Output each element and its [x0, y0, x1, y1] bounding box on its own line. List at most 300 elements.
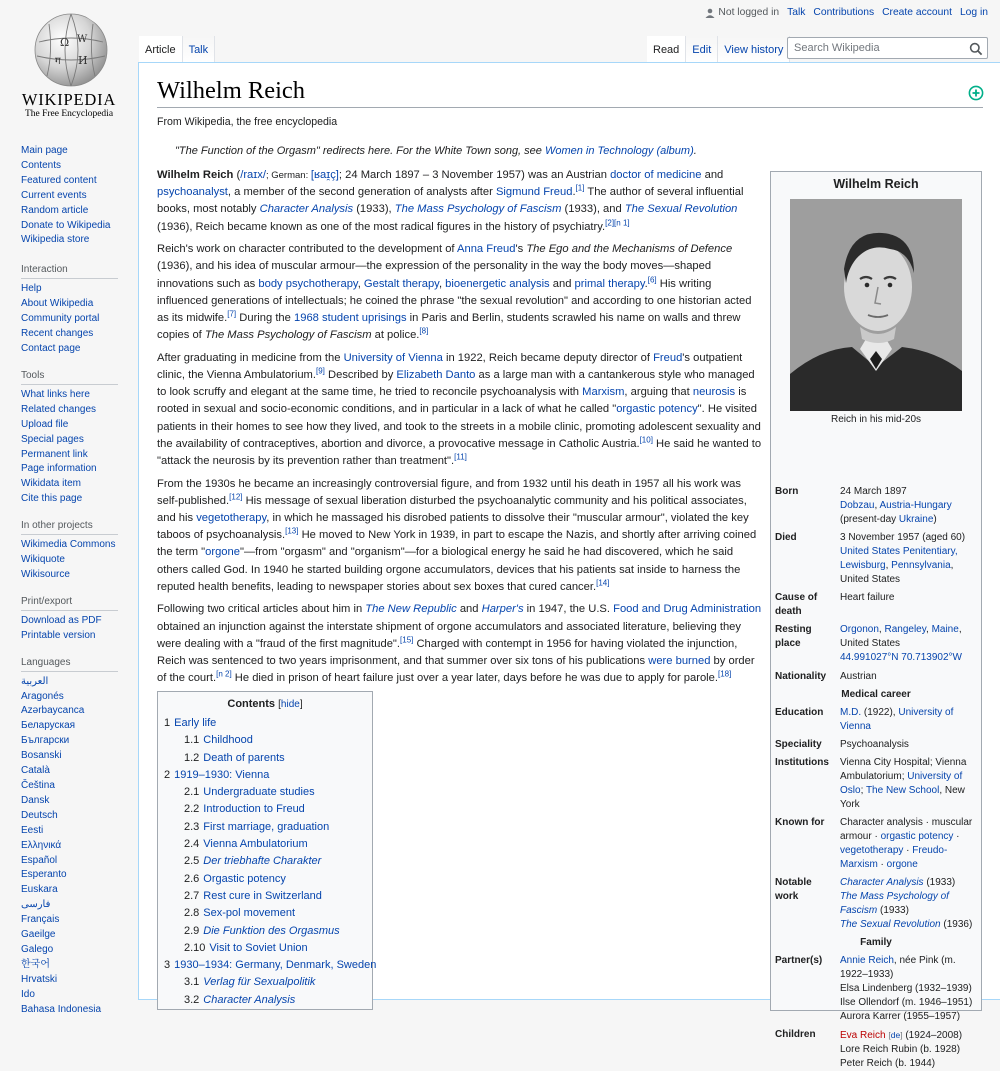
toc-number: 2.9: [184, 924, 200, 937]
language-link[interactable]: Azərbaycanca: [21, 705, 85, 717]
toc-number: 1: [164, 717, 171, 729]
toc-number: 2.8: [184, 907, 200, 920]
toc-list: [164, 715, 377, 1009]
sidebar-item-donate[interactable]: Donate to Wikipedia: [21, 219, 111, 231]
toc-item[interactable]: [164, 784, 366, 801]
tab-view-history[interactable]: View history: [718, 36, 790, 62]
reference-2[interactable]: [2]: [605, 217, 615, 227]
character-analysis-link[interactable]: Character Analysis: [259, 203, 354, 216]
maine-link[interactable]: Maine: [931, 624, 959, 635]
toc-item[interactable]: [164, 940, 366, 957]
text-run: (1936), and his idea of muscular armour—the expression of the personality in the way the body moves—shaped innovations such as: [157, 260, 712, 290]
user-icon: [705, 8, 715, 18]
reference-18[interactable]: [18]: [717, 669, 732, 679]
ukraine-link[interactable]: Ukraine: [898, 514, 934, 525]
toc-number: 2.7: [184, 889, 200, 902]
died-label: Died: [775, 532, 797, 543]
language-link[interactable]: Français: [21, 914, 60, 926]
notable-work-label: Notable work: [775, 877, 812, 902]
toc-item[interactable]: [164, 974, 366, 991]
sidebar-item-featured-content[interactable]: Featured content: [21, 174, 97, 186]
toc-link[interactable]: Early life: [174, 717, 217, 729]
reference-7[interactable]: [7]: [227, 309, 237, 319]
penitentiary-link[interactable]: United States Penitentiary,: [840, 546, 958, 557]
language-link[interactable]: Aragonés: [21, 690, 64, 702]
sidebar-item-download-pdf[interactable]: Download as PDF: [21, 614, 102, 626]
university-of-vienna-link[interactable]: University of Vienna: [343, 351, 443, 364]
eva-reich-redlink[interactable]: Eva Reich: [840, 1030, 886, 1041]
languages-heading[interactable]: Languages: [21, 657, 118, 672]
toc-link[interactable]: Visit to Soviet Union: [209, 941, 308, 954]
toc-item[interactable]: [164, 871, 366, 888]
toc-link[interactable]: Death of parents: [203, 751, 285, 764]
reference-12[interactable]: [12]: [229, 492, 243, 502]
svg-text:W: W: [77, 34, 88, 45]
mass-psychology-link[interactable]: The Mass Psychology of Fascism: [394, 203, 562, 216]
text-run: "—from "orgasm" and "organism"—for a biological energy he said he had discovered, which he said others called God. In 1940 he started building orgone accumulators, devices that his patients sat inside to harness the reputed health benefits, leading to newspaper stories about sex boxes that cured cancer.: [157, 546, 741, 593]
nationality-value: Austrian: [840, 671, 877, 682]
text-run: ; 24 March 1897 – 3 November 1957) was an Austrian: [338, 169, 611, 181]
note-2[interactable]: [n 2]: [216, 669, 232, 679]
toc-link[interactable]: Introduction to Freud: [203, 803, 305, 816]
reference-6[interactable]: [6]: [647, 274, 657, 284]
primal-therapy-link[interactable]: primal therapy: [574, 277, 645, 290]
toc-link[interactable]: Undergraduate studies: [203, 786, 315, 799]
text-run: Charged with contempt in 1956 for having violated the injunction, Reich was sentenced to two years imprisonment, and that summer over six tons of his publications: [157, 637, 738, 668]
children-label: Children: [775, 1029, 816, 1040]
print-heading[interactable]: Print/export: [21, 596, 118, 611]
text-run: Reich's work on character contributed to the development of: [157, 243, 458, 256]
sigmund-freud-link[interactable]: Sigmund Freud: [495, 186, 573, 199]
title-divider: [157, 107, 983, 108]
language-link[interactable]: Deutsch: [21, 809, 58, 821]
toc-link[interactable]: Vienna Ambulatorium: [203, 838, 308, 851]
toc-hide-toggle[interactable]: hide: [280, 699, 300, 710]
rangeley-link[interactable]: Rangeley: [884, 624, 926, 635]
orgonon-link[interactable]: Orgonon: [840, 624, 879, 635]
toc-item[interactable]: [164, 992, 366, 1009]
reference-10[interactable]: [10]: [639, 435, 653, 445]
toc-number: 3: [164, 959, 171, 972]
sidebar-item-cite-page[interactable]: Cite this page: [21, 493, 83, 505]
text-run: and: [549, 277, 575, 290]
toc-item[interactable]: [164, 819, 366, 836]
partner-detail: Aurora Karrer (1955–1957): [840, 1011, 961, 1022]
text-run: , arguing that: [624, 386, 693, 399]
search-icon[interactable]: [969, 42, 983, 56]
text-run: His message of sexual liberation disturbed the psychoanalytic community and his political associates, and his: [157, 494, 747, 525]
sidebar-item-main-page[interactable]: Main page: [21, 145, 68, 156]
svg-text:И: И: [78, 54, 88, 67]
neurosis-link[interactable]: neurosis: [692, 386, 736, 399]
language-link[interactable]: Dansk: [21, 794, 50, 806]
infobox: [770, 171, 982, 1069]
view-tabs: [647, 36, 790, 62]
language-link[interactable]: Čeština: [21, 780, 55, 791]
orgastic-potency-infobox-link[interactable]: orgastic potency: [880, 831, 954, 842]
reference-9[interactable]: [9]: [316, 366, 325, 376]
known-for-sep: ·: [877, 859, 887, 870]
work-year: (1933): [923, 877, 956, 888]
text-run: in 1922, Reich became deputy director of: [442, 351, 654, 364]
notable-work-value: [840, 876, 980, 932]
toc-link[interactable]: 1930–1934: Germany, Denmark, Sweden: [174, 959, 377, 972]
not-logged-in: [705, 7, 779, 18]
partners-label: Partner(s): [775, 955, 823, 966]
sidebar-item-random-article[interactable]: Random article: [21, 204, 89, 216]
body-psychotherapy-link[interactable]: body psychotherapy: [258, 277, 358, 290]
sexual-revolution-link[interactable]: The Sexual Revolution: [624, 203, 738, 216]
child-name: Lore Reich Rubin (b. 1928): [840, 1044, 961, 1055]
vegetotherapy-link[interactable]: vegetotherapy: [196, 512, 267, 525]
toc-link[interactable]: Character Analysis: [203, 993, 296, 1006]
language-link[interactable]: Ελληνικά: [21, 839, 62, 851]
toc-item[interactable]: [164, 801, 366, 818]
speciality-value: Psychoanalysis: [840, 739, 909, 750]
language-link[interactable]: العربية: [21, 675, 49, 687]
toc-link[interactable]: Childhood: [203, 734, 253, 747]
tab-talk[interactable]: Talk: [183, 36, 216, 62]
marxism-link[interactable]: Marxism: [582, 386, 625, 399]
text-run: He died in prison of heart failure just over a year later, days before he was due to apply for parole.: [231, 672, 718, 685]
education-label: Education: [775, 707, 824, 718]
tab-read[interactable]: Read: [647, 36, 686, 62]
toc-link[interactable]: Orgastic potency: [203, 872, 286, 885]
toc-item[interactable]: [164, 750, 366, 767]
print-portal: [0, 596, 138, 644]
text-run: He said he wanted to "attack the neurosis by its prevention rather than treatment".: [157, 437, 762, 468]
text-run: He moved to New York in 1939, in part to escape the Nazis, and shortly after arriving coined the term ": [157, 529, 757, 559]
toc-item[interactable]: [164, 767, 366, 784]
partner-detail: Elsa Lindenberg (1932–1939): [840, 983, 972, 994]
present-day-prefix: (present-day: [840, 514, 899, 525]
work-sexual-revolution-link[interactable]: The Sexual Revolution: [840, 919, 941, 930]
toc-number: 2.5: [184, 855, 200, 868]
freudo-marxism-link[interactable]: Freudo-Marxism: [840, 845, 948, 870]
orgastic-potency-link[interactable]: orgastic potency: [616, 403, 698, 416]
language-link[interactable]: Ido: [21, 988, 35, 1000]
text-run: (1933), and: [561, 203, 625, 216]
sidebar: [0, 140, 138, 1018]
language-link[interactable]: Esperanto: [21, 869, 67, 881]
language-link[interactable]: Bosanski: [21, 750, 62, 762]
born-value: 24 March 1897 Dobzau, Austria-Hungary (present-day Ukraine): [840, 486, 952, 525]
sidebar-item-wikidata-item[interactable]: Wikidata item: [21, 478, 82, 490]
were-burned-link[interactable]: were burned: [648, 655, 711, 668]
sidebar-item-contents[interactable]: Contents: [21, 159, 62, 171]
cause-label: Cause of death: [775, 592, 818, 617]
student-uprisings-link[interactable]: 1968 student uprisings: [294, 312, 407, 325]
text-run: Following two critical articles about him in: [157, 603, 366, 616]
toc-number: 2.1: [184, 786, 200, 799]
sidebar-item-about[interactable]: About Wikipedia: [21, 298, 94, 310]
toc-item[interactable]: [164, 732, 366, 749]
language-link[interactable]: Español: [21, 854, 58, 866]
orgone-infobox-link[interactable]: orgone: [886, 859, 918, 870]
sidebar-item-special-pages[interactable]: Special pages: [21, 433, 84, 445]
text-run: 's: [515, 243, 527, 256]
sidebar-item-related-changes[interactable]: Related changes: [21, 403, 97, 415]
toc-item[interactable]: [164, 888, 366, 905]
md-link[interactable]: M.D.: [840, 707, 862, 718]
university-vienna-link[interactable]: University of Vienna: [840, 707, 954, 732]
born-label: Born: [775, 486, 799, 497]
add-plus-circle-icon[interactable]: [968, 85, 984, 101]
university-oslo-link[interactable]: University of Oslo: [840, 771, 963, 796]
new-school-link[interactable]: The New School: [865, 785, 940, 796]
sidebar-item-current-events[interactable]: Current events: [21, 189, 87, 201]
harpers-link[interactable]: Harper's: [481, 603, 524, 616]
contributions-link[interactable]: Contributions: [813, 7, 875, 18]
sidebar-item-permanent-link[interactable]: Permanent link: [21, 448, 88, 460]
puzzle-globe-icon: [33, 12, 109, 88]
vegetotherapy-infobox-link[interactable]: vegetotherapy: [840, 845, 904, 856]
german-interlanguage-link[interactable]: de: [890, 1030, 901, 1040]
language-link[interactable]: 한국어: [21, 958, 50, 970]
orgone-link[interactable]: orgone: [205, 546, 240, 559]
text-run: ,: [438, 277, 446, 290]
page-title: Wilhelm Reich: [157, 77, 306, 104]
reference-15[interactable]: [15]: [400, 635, 414, 645]
toc-link[interactable]: Rest cure in Switzerland: [203, 889, 322, 902]
known-for-text: Character analysis · muscular armour ·: [840, 817, 973, 842]
work-mass-psychology-link[interactable]: The Mass Psychology of Fascism: [840, 891, 949, 916]
child-years: (1924–2008): [902, 1030, 963, 1041]
language-link[interactable]: Galego: [21, 943, 54, 955]
text-run: (1936), Reich became known as one of the most radical figures in the history of psychiatry.: [157, 220, 606, 233]
toc-item[interactable]: [164, 853, 366, 870]
svg-text:Ω: Ω: [60, 36, 70, 49]
text-run: .: [644, 277, 648, 290]
toc-link[interactable]: 1919–1930: Vienna: [174, 768, 270, 781]
lead-paragraph-2: [157, 241, 764, 344]
gestalt-therapy-link[interactable]: Gestalt therapy: [363, 277, 439, 290]
elizabeth-danto-link[interactable]: Elizabeth Danto: [396, 369, 476, 382]
toc-item[interactable]: [164, 957, 377, 974]
death-date: 3 November 1957 (aged 60): [840, 532, 966, 543]
institutions-sep: ;: [860, 785, 866, 796]
language-link[interactable]: Hrvatski: [21, 973, 58, 985]
toc-number: 1.2: [184, 751, 200, 764]
language-link[interactable]: Беларуская: [21, 720, 76, 732]
education-value: [840, 706, 980, 734]
toc-number: 2.6: [184, 872, 200, 885]
toc-link[interactable]: Die Funktion des Orgasmus: [203, 924, 340, 937]
partners-value: [840, 954, 980, 1024]
languages-portal: [0, 657, 138, 1018]
hatnote: [175, 145, 697, 157]
work-year: (1936): [940, 919, 973, 930]
text-run: Described by: [324, 369, 397, 382]
text-run: His writing influenced generations of intellectuals; he coined the phrase "the sexual revolution" and according to one historian acted as its midwife.: [157, 277, 752, 325]
known-for-sep: ·: [953, 831, 960, 842]
toc-link[interactable]: First marriage, graduation: [203, 820, 330, 833]
search-input[interactable]: [788, 38, 963, 58]
sidebar-item-page-information[interactable]: Page information: [21, 463, 97, 475]
logo-tagline: The Free Encyclopedia: [24, 109, 114, 119]
known-for-value: [840, 816, 980, 872]
interaction-portal: [0, 264, 138, 357]
fda-link[interactable]: Food and Drug Administration: [613, 603, 762, 616]
toc-item[interactable]: [164, 923, 366, 940]
text-run: by order of the court.: [157, 655, 755, 685]
toc-number: 1.1: [184, 734, 200, 747]
sidebar-item-contact[interactable]: Contact page: [21, 342, 81, 354]
child-name: Peter Reich (b. 1944): [840, 1058, 936, 1069]
portrait-image[interactable]: [790, 199, 962, 411]
svg-text:ग: ग: [55, 56, 61, 67]
toc-link[interactable]: Der triebhafte Charakter: [203, 855, 322, 868]
toc-item[interactable]: [164, 905, 366, 922]
tools-heading[interactable]: Tools: [21, 370, 118, 385]
navigation-portal: [0, 144, 138, 248]
lead-paragraph-1: [157, 167, 764, 236]
ego-mechanisms-title: The Ego and the Mechanisms of Defence: [526, 243, 733, 256]
text-run: During the: [236, 312, 294, 325]
work-character-analysis-link[interactable]: Character Analysis: [840, 877, 924, 888]
sidebar-item-printable[interactable]: Printable version: [21, 629, 96, 641]
create-account-link[interactable]: Create account: [882, 7, 952, 18]
coordinates-link[interactable]: 44.991027°N 70.713902°W: [840, 652, 962, 663]
toc-item[interactable]: [164, 715, 366, 732]
resting-label: Resting place: [775, 624, 812, 649]
died-value: 3 November 1957 (aged 60) United States Penitentiary, Lewisburg, Pennsylvania, United States: [840, 532, 966, 585]
toc-number: 3.2: [184, 993, 200, 1006]
doctor-of-medicine-link[interactable]: doctor of medicine: [610, 169, 702, 181]
article-body: [157, 167, 764, 693]
infobox-title: Wilhelm Reich: [833, 177, 919, 191]
user-talk-link[interactable]: Talk: [787, 7, 806, 18]
toc-link[interactable]: Sex-pol movement: [203, 907, 296, 920]
toc-number: 2.4: [184, 838, 200, 851]
language-link[interactable]: Български: [21, 735, 70, 747]
language-link[interactable]: Eesti: [21, 824, 44, 836]
text-run: , a member of the second generation of analysts after: [227, 186, 496, 199]
language-link[interactable]: Bahasa Indonesia: [21, 1003, 102, 1015]
text-run: and: [456, 603, 482, 616]
note-1[interactable]: [n 1]: [614, 217, 630, 227]
text-run: ". He visited patients in their homes to see how they lived, and took to the streets in a mobile clinic, promoting adolescent sexuality and the availability of contraceptives, abortion and divorce, a provocative message in Catholic Austria.: [157, 403, 761, 450]
projects-heading[interactable]: In other projects: [21, 520, 118, 535]
text-run: .: [572, 186, 576, 199]
wikipedia-logo[interactable]: [0, 0, 138, 130]
text-run: obtained an injunction against the interstate shipment of orgone accumulators and associated literature, believing they were dealing with a "fraud of the first magnitude".: [157, 620, 741, 650]
reference-8[interactable]: [8]: [419, 326, 429, 336]
toc-number: 2: [164, 768, 171, 781]
pennsylvania-link[interactable]: Pennsylvania: [891, 560, 951, 571]
interaction-heading[interactable]: Interaction: [21, 264, 118, 279]
sidebar-item-what-links-here[interactable]: What links here: [21, 388, 90, 400]
toc-link[interactable]: Verlag für Sexualpolitik: [203, 976, 316, 989]
text-run: The author of several influential books, most notably: [157, 186, 744, 216]
toc-number: 2.3: [184, 820, 200, 833]
text-run: as a large man with a cantankerous style who managed to look scruffy and elegant at the same time, he tried to reconcile psychoanalysis with: [157, 369, 755, 399]
toc-item[interactable]: [164, 836, 366, 853]
text-run: in 1947, the U.S.: [523, 603, 614, 616]
toc-number: 2.10: [184, 941, 206, 954]
known-for-sep: ·: [903, 845, 913, 856]
ipa-link[interactable]: /raɪx/: [240, 169, 266, 181]
toc-header: Contents [hide]: [227, 698, 303, 710]
mass-psychology-title: The Mass Psychology of Fascism: [204, 329, 372, 342]
german-ipa-link[interactable]: [ʁaɪ̯ç]: [310, 169, 339, 181]
text-run: From the 1930s he became an increasingly controversial figure, and from 1932 until his death in 1957 all his work was self-published.: [157, 477, 741, 507]
reference-14[interactable]: [14]: [596, 578, 610, 588]
present-day-suffix: ): [933, 514, 937, 525]
text-run: 's outpatient clinic, the Vienna Ambulatorium.: [157, 351, 743, 382]
work-year: (1933): [877, 905, 909, 916]
dobzau-link[interactable]: Dobzau: [840, 500, 875, 511]
institutions-value: [840, 756, 980, 812]
hatnote-link[interactable]: Women in Technology (album): [544, 145, 694, 157]
psychoanalyst-link[interactable]: psychoanalyst: [157, 186, 228, 199]
table-of-contents: [157, 691, 377, 1010]
lewisburg-link[interactable]: Lewisburg: [840, 560, 886, 571]
new-republic-link[interactable]: The New Republic: [365, 603, 457, 616]
language-link[interactable]: Català: [21, 765, 50, 777]
tab-edit[interactable]: Edit: [686, 36, 718, 62]
nationality-label: Nationality: [775, 671, 827, 682]
sidebar-item-community-portal[interactable]: Community portal: [21, 313, 100, 325]
lead-paragraph-3: [157, 350, 764, 470]
language-link[interactable]: Gaeilge: [21, 929, 56, 941]
education-year: (1922),: [861, 707, 899, 718]
toc-number: 3.1: [184, 976, 200, 989]
sidebar-item-commons[interactable]: Wikimedia Commons: [21, 539, 116, 551]
known-for-label: Known for: [775, 817, 825, 828]
sidebar-item-wikiquote[interactable]: Wikiquote: [21, 554, 65, 566]
text-run: (: [233, 169, 241, 181]
anna-freud-link[interactable]: Anna Freud: [457, 243, 516, 256]
projects-portal: [0, 520, 138, 583]
text-run: (1933),: [353, 203, 395, 216]
sidebar-item-store[interactable]: Wikipedia store: [21, 234, 90, 246]
sidebar-item-help[interactable]: Help: [21, 283, 42, 295]
lead-paragraph-4: [157, 476, 764, 596]
reference-1[interactable]: [1]: [575, 183, 585, 193]
reference-13[interactable]: [13]: [285, 526, 299, 536]
language-link[interactable]: فارسی: [21, 899, 51, 911]
partner-detail: Ilse Ollendorf (m. 1946–1951): [840, 997, 973, 1008]
annie-reich-link[interactable]: Annie Reich: [840, 955, 894, 966]
namespace-tabs: [139, 36, 215, 62]
tab-article[interactable]: Article: [139, 36, 183, 62]
children-value: Eva Reich [de] (1924–2008) Lore Reich Rubin (b. 1928) Peter Reich (b. 1944): [840, 1030, 963, 1069]
toc-number: 2.2: [184, 803, 200, 816]
portrait-illustration: [790, 199, 962, 411]
text-run: ,: [357, 277, 364, 290]
login-link[interactable]: Log in: [959, 7, 988, 18]
not-logged-in-label: Not logged in: [718, 7, 780, 18]
language-link[interactable]: Euskara: [21, 884, 58, 896]
text-run: is rooted in sexual and socio-economic conditions, and in particular in a lack of what he called ": [157, 386, 747, 416]
resting-country: United States: [840, 638, 901, 649]
sidebar-item-wikisource[interactable]: Wikisource: [21, 568, 70, 580]
subject-name: Wilhelm Reich: [157, 169, 234, 181]
bioenergetic-analysis-link[interactable]: bioenergetic analysis: [445, 277, 550, 290]
institutions-text: Vienna City Hospital; Vienna Ambulatorium;: [840, 757, 967, 782]
austria-hungary-link[interactable]: Austria-Hungary: [879, 500, 952, 511]
reference-11[interactable]: [11]: [454, 452, 467, 462]
sidebar-item-upload-file[interactable]: Upload file: [21, 418, 69, 430]
toc-title: Contents: [227, 698, 276, 710]
text-run: in Paris and Berlin, students scrawled his name on walls and threw copies of: [157, 312, 741, 342]
institutions-label: Institutions: [775, 757, 829, 768]
sidebar-item-recent-changes[interactable]: Recent changes: [21, 328, 94, 340]
text-run: ; German:: [265, 170, 311, 181]
text-run: , in which he massaged his disrobed patients to dissolve their "muscular armour", violated the key taboos of psychoanalysis.: [157, 512, 749, 542]
freud-link[interactable]: Freud: [653, 351, 683, 364]
